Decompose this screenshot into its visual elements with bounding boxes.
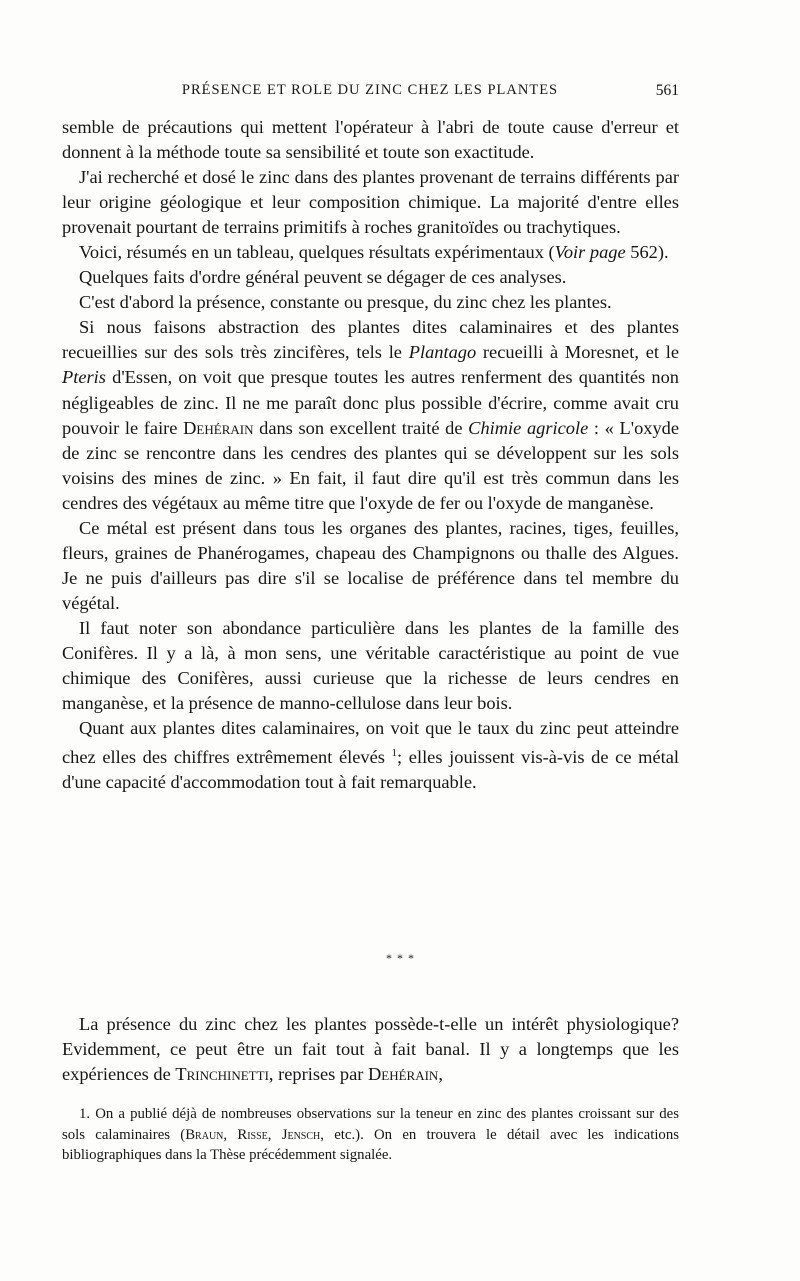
author-name: Trinchinetti	[175, 1064, 269, 1085]
paragraph: J'ai recherché et dosé le zinc dans des plantes provenant de terrains différents par leur origine géologique et leur composition chimique. La majorité d'entre elles provenait pourtant de terrains primitifs à roches granitoïdes ou trachytiques.	[62, 167, 679, 238]
text-run: recueilli à Moresnet, et le	[476, 342, 680, 363]
footnote-marker: 1	[391, 747, 398, 760]
paragraph	[62, 315, 679, 515]
text-run: ,	[223, 1126, 238, 1143]
taxon-name: Pteris	[62, 367, 106, 388]
text-run: , reprises par	[268, 1064, 368, 1085]
author-name: Jensch	[281, 1126, 321, 1143]
taxon-name: Plantago	[408, 342, 477, 363]
author-name: Risse	[237, 1126, 268, 1143]
paragraph	[62, 240, 679, 265]
running-title: PRÉSENCE ET ROLE DU ZINC CHEZ LES PLANTES	[181, 82, 559, 98]
text-run: La présence du zinc chez les plantes possède-t-elle un intérêt physiologique? Evidemment, ce peut être un fait tout à fait banal. Il y a longtemps que les expériences de	[62, 1014, 679, 1085]
paragraph: Ce métal est présent dans tous les organes des plantes, racines, tiges, feuilles, fleurs, graines de Phanérogames, chapeau des Champignons ou thalle des Algues. Je ne puis d'ailleurs pas dire s'il se localise de préférence dans tel membre du végétal.	[62, 517, 679, 613]
paragraph	[62, 716, 679, 795]
text-run: ; elles jouissent vis-à-vis de ce métal d'une capacité d'accommodation tout à fait remarquable.	[62, 747, 679, 793]
text-run: d'Essen, on voit que presque toutes les autres renferment des quantités non négligeables de zinc. Il ne me paraît donc plus possible d'écrire, comme avait cru pouvoir le faire	[62, 367, 679, 438]
text-run: 1. On a publié déjà de nombreuses observations sur la teneur en zinc des plantes croissant sur des sols calaminaires (	[62, 1106, 679, 1143]
paragraph: semble de précautions qui mettent l'opérateur à l'abri de toute cause d'erreur et donnent à la méthode toute sa sensibilité et toute son exactitude.	[62, 117, 679, 163]
paragraph	[62, 1012, 679, 1087]
running-header	[0, 76, 800, 106]
author-name: Braun	[185, 1126, 224, 1143]
text-run: : « L'oxyde de zinc se rencontre dans les cendres des plantes qui se développent sur les sols voisins des mines de zinc. » En fait, il faut dire qu'il est très commun dans les cendres des végétaux au même titre que l'oxyde de fer ou l'oxyde de manganèse.	[62, 417, 680, 513]
text-run: ,	[438, 1064, 443, 1085]
cross-reference: Voir page	[554, 242, 626, 263]
text-run: Si nous faisons abstraction des plantes dites calaminaires et des plantes recueillies sur des sols très zincifères, tels le	[62, 317, 679, 363]
text-run: dans son excellent traité de	[253, 417, 469, 438]
text-run: 562).	[625, 242, 669, 263]
text-run: ,	[267, 1126, 282, 1143]
text-run: Voici, résumés en un tableau, quelques résultats expérimentaux (	[79, 242, 555, 263]
separator-asterism: * * *	[386, 951, 414, 965]
main-text-continued	[62, 1012, 679, 1087]
text-run: Quant aux plantes dites calaminaires, on voit que le taux du zinc peut atteindre chez elles des chiffres extrêmement élevés	[62, 718, 679, 768]
text-run: , etc.). On en trouvera le détail avec les indications bibliographiques dans la Thèse précédemment signalée.	[62, 1126, 679, 1163]
page-number: 561	[655, 82, 679, 99]
paragraph: Quelques faits d'ordre général peuvent se dégager de ces analyses.	[79, 267, 567, 288]
book-title: Chimie agricole	[468, 417, 589, 438]
footnote-text	[62, 1104, 679, 1166]
author-name: Dehérain	[183, 417, 254, 438]
footnote	[62, 1104, 679, 1166]
main-text	[62, 115, 679, 795]
paragraph: C'est d'abord la présence, constante ou presque, du zinc chez les plantes.	[79, 292, 612, 313]
section-separator	[0, 953, 800, 993]
author-name: Dehérain	[367, 1064, 439, 1085]
paragraph: Il faut noter son abondance particulière dans les plantes de la famille des Conifères. Il y a là, à mon sens, une véritable caractéristique au point de vue chimique des Conifères, aussi curieuse que la richesse de leurs cendres en manganèse, et la présence de manno-cellulose dans leur bois.	[62, 617, 679, 714]
